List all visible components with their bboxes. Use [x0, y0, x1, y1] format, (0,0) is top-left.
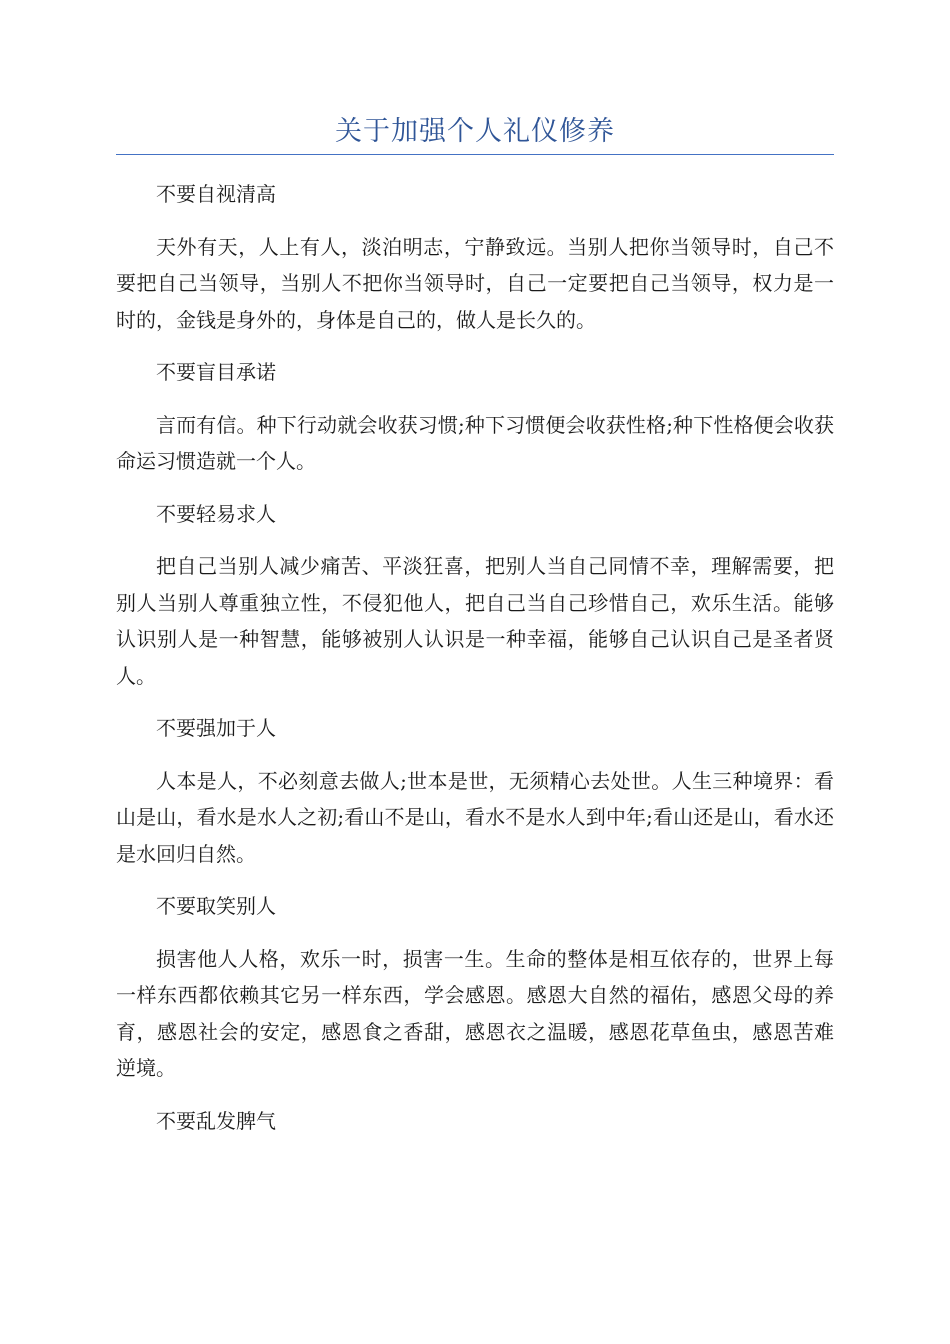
- section-body-3: 把自己当别人减少痛苦、平淡狂喜，把别人当自己同情不幸，理解需要，把别人当别人尊重独立性，不侵犯他人，把自己当自己珍惜自己，欢乐生活。能够认识别人是一种智慧，能够被别人认识是一种幸福，能够自己认识自己是圣者贤人。: [116, 554, 834, 688]
- section-body-5: 损害他人人格，欢乐一时，损害一生。生命的整体是相互依存的，世界上每一样东西都依赖其它另一样东西，学会感恩。感恩大自然的福佑，感恩父母的养育，感恩社会的安定，感恩食之香甜，感恩衣之温暖，感恩花草鱼虫，感恩苦难逆境。: [116, 946, 834, 1080]
- section-body-2: 言而有信。种下行动就会收获习惯;种下习惯便会收获性格;种下性格便会收获命运习惯造就一个人。: [116, 412, 834, 473]
- section-heading-6: 不要乱发脾气: [156, 1108, 276, 1133]
- section-heading-1: 不要自视清高: [156, 182, 276, 206]
- section-heading-3: 不要轻易求人: [156, 501, 276, 526]
- document-page: [116, 112, 834, 1155]
- section-heading-2: 不要盲目承诺: [156, 360, 276, 384]
- title-underline: [116, 154, 834, 155]
- section-heading-5: 不要取笑别人: [156, 894, 276, 918]
- section-body-1: 天外有天，人上有人，淡泊明志，宁静致远。当别人把你当领导时，自己不要把自己当领导，当别人不把你当领导时，自己一定要把自己当领导，权力是一时的，金钱是身外的，身体是自己的，做人是长久的。: [116, 234, 834, 332]
- document-title: 关于加强个人礼仪修养: [335, 116, 615, 147]
- section-body-4: 人本是人，不必刻意去做人;世本是世，无须精心去处世。人生三种境界：看山是山，看水是水人之初;看山不是山，看水不是水人到中年;看山还是山，看水还是水回归自然。: [116, 768, 834, 866]
- section-heading-4: 不要强加于人: [156, 716, 276, 740]
